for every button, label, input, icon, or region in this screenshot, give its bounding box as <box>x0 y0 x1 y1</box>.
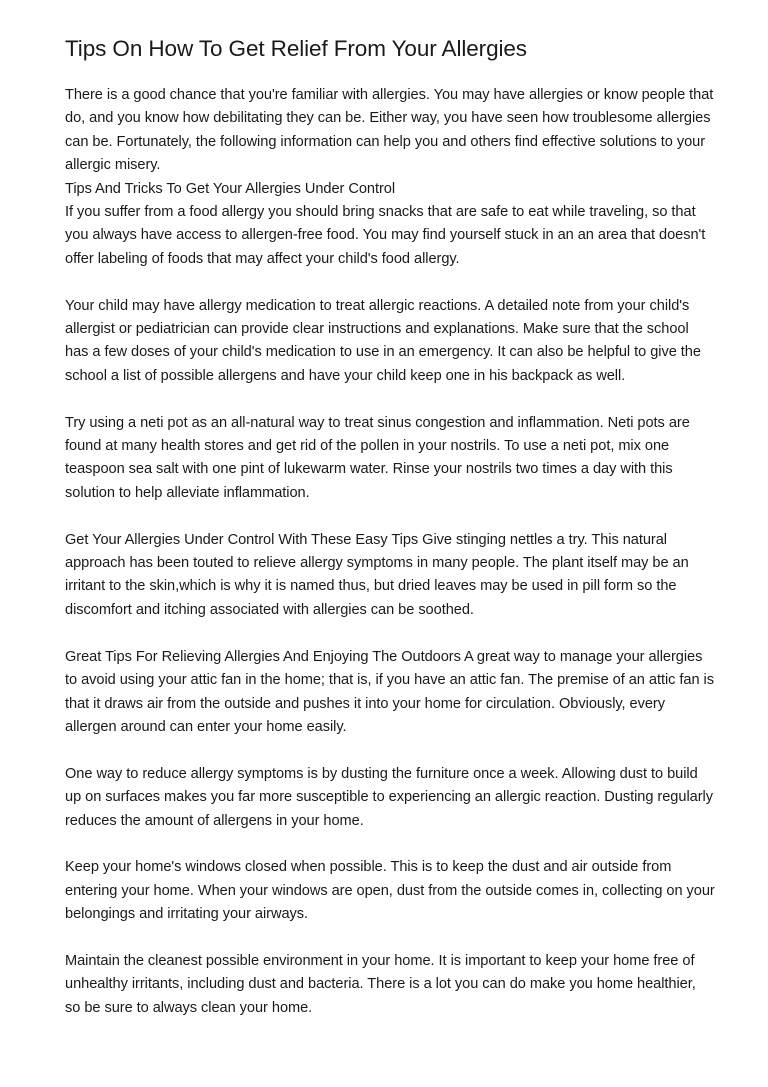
paragraph-neti-pot: Try using a neti pot as an all-natural way to treat sinus congestion and inflammation. Neti pots are found at many health stores and get rid of the pollen in your nostrils. To use a neti pot, mix one teaspoon sea salt with one pint of lukewarm water. Rinse your nostrils two times a day with this solution to help alleviate inflammation. <box>65 414 690 501</box>
paragraph-spacer <box>65 271 715 294</box>
paragraph-child-medication: Your child may have allergy medication to treat allergic reactions. A detailed note from your child's allergist or pediatrician can provide clear instructions and explanations. Make sure that the school has a few doses of your child's medication to use in an emergency. It can also be helpful to give the school a list of possible allergens and have your child keep one in his backpack as well. <box>65 297 701 384</box>
paragraph-stinging-nettles: Get Your Allergies Under Control With These Easy Tips Give stinging nettles a try. This natural approach has been touted to relieve allergy symptoms in many people. The plant itself may be an irritant to the skin,which is why it is named thus, but dried leaves may be used in pill form so the discomfort and itching associated with allergies can be soothed. <box>65 531 689 618</box>
intro-paragraph: There is a good chance that you're familiar with allergies. You may have allergies or know people that do, and you know how debilitating they can be. Either way, you have seen how troublesome allergies can be. Fortunately, the following information can help you and others find effective solutions to your allergic misery. <box>65 87 714 174</box>
paragraph-attic-fan: Great Tips For Relieving Allergies And Enjoying The Outdoors A great way to manage your allergies to avoid using your attic fan in the home; that is, if you have an attic fan. The premise of an attic fan is that it draws air from the outside and pushes it into your home for circulation. Obviously, every allergen around can enter your home easily. <box>65 648 714 735</box>
paragraph-spacer <box>65 388 715 411</box>
page-title: Tips On How To Get Relief From Your Allergies <box>65 36 527 61</box>
paragraph-clean-home: Maintain the cleanest possible environment in your home. It is important to keep your home free of unhealthy irritants, including dust and bacteria. There is a lot you can do make you home healthier, so be sure to always clean your home. <box>65 952 696 1016</box>
paragraph-spacer <box>65 505 715 528</box>
paragraph-spacer <box>65 622 715 645</box>
paragraph-spacer <box>65 927 715 950</box>
paragraph-spacer <box>65 739 715 762</box>
document-page <box>65 34 715 1020</box>
paragraph-spacer <box>65 833 715 856</box>
paragraph-dusting: One way to reduce allergy symptoms is by dusting the furniture once a week. Allowing dust to build up on surfaces makes you far more susceptible to experiencing an allergic reaction. Dusting regularly reduces the amount of allergens in your home. <box>65 765 713 829</box>
paragraph-windows: Keep your home's windows closed when possible. This is to keep the dust and air outside from entering your home. When your windows are open, dust from the outside comes in, collecting on your belongings and irritating your airways. <box>65 859 715 923</box>
paragraph-food-allergy: If you suffer from a food allergy you should bring snacks that are safe to eat while traveling, so that you always have access to allergen-free food. You may find yourself stuck in an an area that doesn't offer labeling of foods that may affect your child's food allergy. <box>65 204 706 267</box>
section-heading: Tips And Tricks To Get Your Allergies Under Control <box>65 180 396 197</box>
